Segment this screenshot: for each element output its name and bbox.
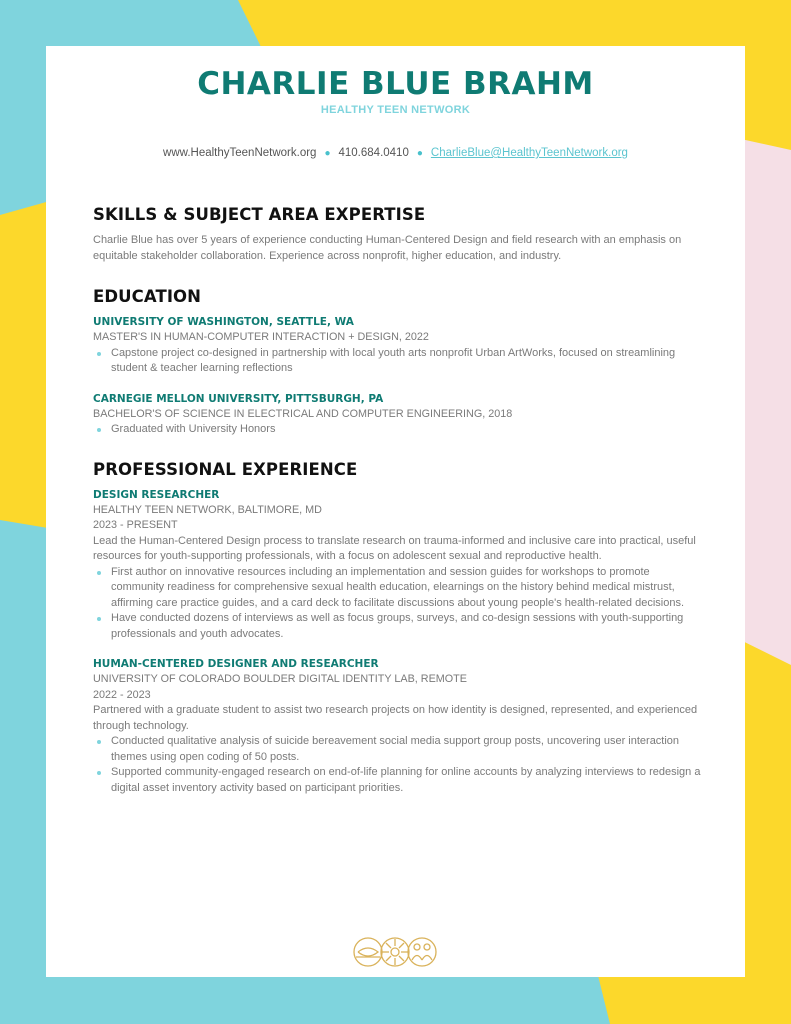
job-title: HUMAN-CENTERED DESIGNER AND RESEARCHER [93, 658, 379, 670]
experience-entry [93, 487, 703, 643]
experience-entry [93, 656, 703, 796]
education-heading: EDUCATION [93, 287, 202, 306]
email-link[interactable]: CharlieBlue@HealthyTeenNetwork.org [430, 147, 628, 159]
education-bullets [93, 422, 703, 438]
list-item: Supported community-engaged research on end-of-life planning for online accounts by analyzing interviews to redesign a digital asset inventory activity based on participant priorities. [93, 765, 703, 796]
job-dates: 2022 - 2023 [93, 688, 151, 701]
skills-heading: SKILLS & SUBJECT AREA EXPERTISE [93, 205, 426, 224]
degree: BACHELOR'S OF SCIENCE IN ELECTRICAL AND COMPUTER ENGINEERING, 2018 [93, 407, 513, 420]
resume-page [46, 46, 745, 977]
employer: HEALTHY TEEN NETWORK, BALTIMORE, MD [93, 503, 322, 516]
organization-name: HEALTHY TEEN NETWORK [320, 104, 471, 116]
skills-summary: Charlie Blue has over 5 years of experience conducting Human-Centered Design and field research with an emphasis on equitable stakeholder collaboration. Experience across nonprofit, higher education, and industry. [93, 234, 682, 262]
phone-number: 410.684.0410 [338, 147, 409, 159]
job-bullets [93, 734, 703, 796]
resume-content [93, 204, 703, 796]
healthy-teen-network-logo-icon [352, 935, 438, 969]
employer: UNIVERSITY OF COLORADO BOULDER DIGITAL IDENTITY LAB, REMOTE [93, 673, 467, 685]
education-bullets [93, 346, 703, 377]
job-title: DESIGN RESEARCHER [93, 488, 220, 501]
job-bullets [93, 565, 703, 643]
list-item: Capstone project co-designed in partnership with local youth arts nonprofit Urban ArtWorks, focused on streamlining student & teacher learning reflections [93, 346, 703, 377]
education-entry [93, 391, 703, 438]
bullet-dot-icon: ● [324, 148, 331, 159]
resume-name: CHARLIE BLUE BRAHM [197, 66, 594, 102]
school-name: UNIVERSITY OF WASHINGTON, SEATTLE, WA [93, 316, 354, 328]
experience-heading: PROFESSIONAL EXPERIENCE [93, 459, 358, 479]
school-name: CARNEGIE MELLON UNIVERSITY, PITTSBURGH, PA [93, 392, 384, 405]
website-link[interactable]: www.HealthyTeenNetwork.org [163, 147, 317, 159]
list-item: Have conducted dozens of interviews as well as focus groups, surveys, and co-design sessions with youth-supporting professionals and youth advocates. [93, 611, 703, 642]
contact-line [46, 147, 745, 159]
education-entry [93, 314, 703, 377]
list-item: Graduated with University Honors [93, 422, 703, 438]
list-item: First author on innovative resources including an implementation and session guides for workshops to promote community readiness for comprehensive sexual health education, elearnings on the history behind medical mistrust, affirming care practice guides, and a card deck to facilitate discussions about young people's health-related decisions. [93, 565, 703, 612]
job-dates: 2023 - PRESENT [93, 519, 178, 531]
job-summary: Partnered with a graduate student to assist two research projects on how identity is designed, represented, and experienced through technology. [93, 704, 698, 732]
list-item: Conducted qualitative analysis of suicide bereavement social media support group posts, uncovering user interaction themes using open coding of 50 posts. [93, 734, 703, 765]
job-summary: Lead the Human-Centered Design process to translate research on trauma-informed and inclusive care into practical, useful resources for youth-supporting professionals, with a focus on adolescent sexual and reproductive health. [93, 534, 696, 562]
bullet-dot-icon: ● [416, 148, 423, 159]
degree: MASTER'S IN HUMAN-COMPUTER INTERACTION + DESIGN, 2022 [93, 331, 429, 343]
